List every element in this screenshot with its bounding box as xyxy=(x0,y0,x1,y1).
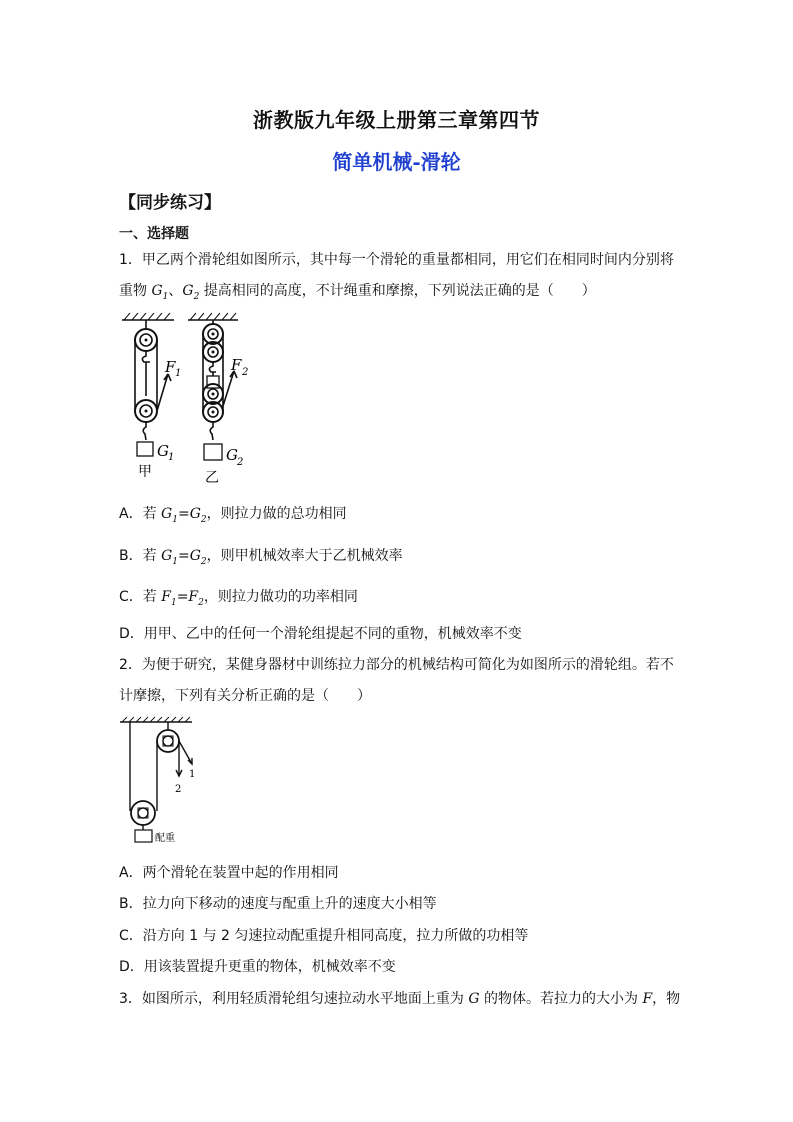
q1-stem-post: 提高相同的高度，不计绳重和摩擦，下列说法正确的是（ ） xyxy=(199,283,596,299)
q2-pulley-figure xyxy=(118,714,208,846)
q1-option-a-var2: G xyxy=(189,506,201,522)
q1-option-b-var: G xyxy=(161,548,173,564)
q1-option-c xyxy=(119,586,358,608)
q1-option-b xyxy=(119,545,403,567)
q1-fig-label-g1-sub: 1 xyxy=(168,452,175,463)
q1-option-b-text: ，则甲机械效率大于乙机械效率 xyxy=(206,548,403,564)
q1-option-c-text: ，则拉力做功的功率相同 xyxy=(203,589,358,605)
q1-fig-label-g1: G xyxy=(157,442,169,460)
q3-stem-line1 xyxy=(119,988,680,1008)
q1-sep: 、 xyxy=(168,283,183,299)
q2-stem-line1: 2．为便于研究，某健身器材中训练拉力部分的机械结构可简化为如图所示的滑轮组。若不 xyxy=(119,657,674,673)
q1-fig-label-yi: 乙 xyxy=(205,470,219,486)
section-heading: 【同步练习】 xyxy=(119,193,221,213)
q1-option-b-var2: G xyxy=(189,548,201,564)
q1-option-a-prefix: A．若 xyxy=(119,506,162,522)
q1-option-a-sub1: 1 xyxy=(172,514,178,525)
q2-fig-label-2: 2 xyxy=(175,784,182,795)
q1-fig-label-f1: F xyxy=(165,358,176,376)
q1-fig-label-f1-sub: 1 xyxy=(175,368,182,379)
q1-stem-line1: 1．甲乙两个滑轮组如图所示，其中每一个滑轮的重量都相同，用它们在相同时间内分别将 xyxy=(119,252,674,268)
q1-stem-pre: 重物 xyxy=(119,283,152,299)
q1-option-c-sub1: 1 xyxy=(170,597,177,608)
q1-option-a-eq: = xyxy=(177,506,190,522)
q2-option-d: D．用该装置提升更重的物体，机械效率不变 xyxy=(119,959,396,975)
q1-option-b-sub1: 1 xyxy=(172,556,178,567)
q1-fig-label-f2: F xyxy=(231,356,242,374)
q1-fig-label-g2-sub: 2 xyxy=(237,457,244,468)
q1-var-g2: G xyxy=(182,283,194,299)
q2-stem-line2: 计摩擦，下列有关分析正确的是（ ） xyxy=(119,688,371,704)
q1-fig-label-g2: G xyxy=(226,446,238,464)
q1-option-c-eq: = xyxy=(176,589,189,605)
q1-option-b-eq: = xyxy=(177,548,190,564)
q1-option-a xyxy=(119,503,347,525)
q1-option-c-sub2: 2 xyxy=(198,597,204,608)
q3-var-g: G xyxy=(468,991,480,1007)
document-title: 浙教版九年级上册第三章第四节 xyxy=(253,108,540,132)
part-heading: 一、选择题 xyxy=(119,226,189,242)
q1-var-g1: G xyxy=(151,283,163,299)
q1-option-c-prefix: C．若 xyxy=(119,589,162,605)
q1-fig-label-f2-sub: 2 xyxy=(242,367,249,378)
q1-stem-line2 xyxy=(119,280,596,302)
q1-option-a-var: G xyxy=(161,506,173,522)
q1-option-d: D．用甲、乙中的任何一个滑轮组提起不同的重物，机械效率不变 xyxy=(119,626,522,642)
q3-stem-post: ，物 xyxy=(652,991,681,1007)
q1-option-c-var2: F xyxy=(188,589,199,605)
q1-option-b-prefix: B．若 xyxy=(119,548,162,564)
q2-option-a: A．两个滑轮在装置中起的作用相同 xyxy=(119,865,339,881)
q1-option-a-text: ，则拉力做的总功相同 xyxy=(206,506,347,522)
q1-fig-label-jia: 甲 xyxy=(138,464,152,480)
q3-stem-mid: 的物体。若拉力的大小为 xyxy=(479,991,643,1007)
q2-option-b: B．拉力向下移动的速度与配重上升的速度大小相等 xyxy=(119,896,437,912)
q1-var-g1-sub: 1 xyxy=(162,291,169,302)
document-subtitle: 简单机械-滑轮 xyxy=(332,150,461,174)
q3-var-f: F xyxy=(642,991,653,1007)
q1-option-a-sub2: 2 xyxy=(200,514,207,525)
q1-option-b-sub2: 2 xyxy=(200,556,207,567)
q1-var-g2-sub: 2 xyxy=(193,291,200,302)
q2-fig-label-counterweight: 配重 xyxy=(155,833,175,844)
q1-option-c-var: F xyxy=(161,589,171,605)
q2-fig-label-1: 1 xyxy=(189,769,196,780)
q1-pulley-figure xyxy=(118,306,263,486)
q3-stem-pre: 3．如图所示，利用轻质滑轮组匀速拉动水平地面上重为 xyxy=(119,991,469,1007)
q2-option-c: C．沿方向 1 与 2 匀速拉动配重提升相同高度，拉力所做的功相等 xyxy=(119,928,529,944)
